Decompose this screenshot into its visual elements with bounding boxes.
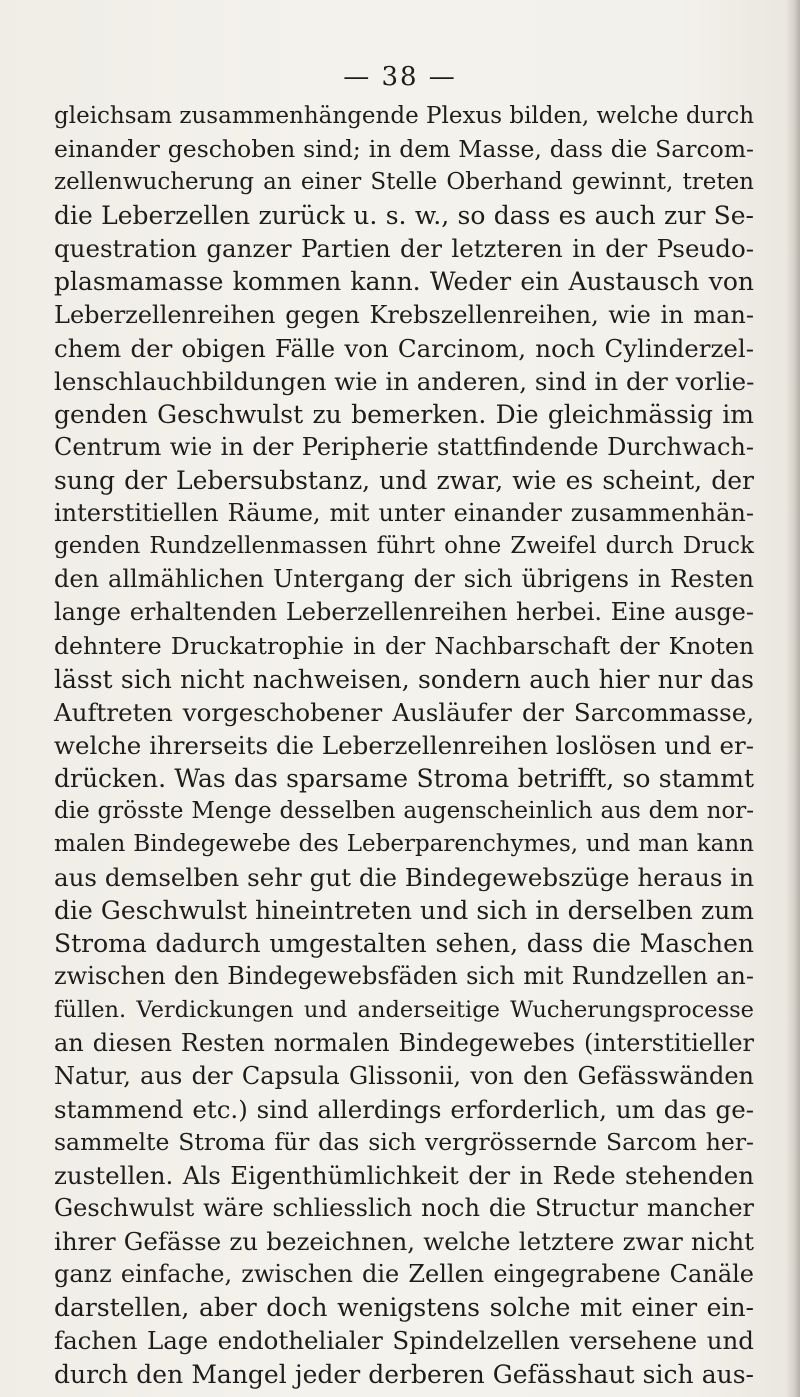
text-line: plasmamasse kommen kann. Weder ein Austausch von <box>54 267 754 297</box>
text-line: einander geschoben sind; in dem Masse, dass die Sarcom- <box>54 135 754 164</box>
text-line: lange erhaltenden Leberzellenreihen herbei. Eine ausge- <box>54 598 754 627</box>
text-line: lenschlauchbildungen wie in anderen, sind in der vorlie- <box>54 366 755 396</box>
text-line: fachen Lage endothelialer Spindelzellen versehene und <box>54 1326 754 1356</box>
text-line: die grösste Menge desselben augenscheinlich aus dem nor- <box>54 797 754 824</box>
text-line: Stroma dadurch umgestalten sehen, dass die Maschen <box>54 929 754 959</box>
text-line: genden Geschwulst zu bemerken. Die gleichmässig im <box>54 399 754 429</box>
text-line: die Geschwulst hineintreten und sich in derselben zum <box>54 896 754 926</box>
text-line: welche ihrerseits die Leberzellenreihen loslösen und er- <box>54 730 754 760</box>
text-line: sung der Lebersubstanz, und zwar, wie es scheint, der <box>54 466 754 496</box>
text-line: die Leberzellen zurück u. s. w., so dass es auch zur Se- <box>54 201 754 231</box>
text-line: genden Rundzellenmassen führt ohne Zweifel durch Druck <box>54 533 754 560</box>
text-line: Natur, aus der Capsula Glissonii, von den Gefässwänden <box>54 1061 754 1090</box>
text-line: sammelte Stroma für das sich vergrössernde Sarcom her- <box>54 1127 754 1156</box>
text-line: Geschwulst wäre schliesslich noch die Structur mancher <box>54 1194 754 1223</box>
text-line: an diesen Resten normalen Bindegewebes (interstitieller <box>54 1028 754 1057</box>
text-line: den allmählichen Untergang der sich übrigens in Resten <box>54 565 754 594</box>
text-line: dehntere Druckatrophie in der Nachbarschaft der Knoten <box>54 631 754 660</box>
text-line: stammend etc.) sind allerdings erforderlich, um das ge- <box>54 1094 754 1124</box>
text-line: zustellen. Als Eigenthümlichkeit der in Rede stehenden <box>54 1161 754 1190</box>
text-line: ganz einfache, zwischen die Zellen eingegrabene Canäle <box>54 1260 754 1289</box>
text-line: aus demselben sehr gut die Bindegewebszüge heraus in <box>54 863 754 893</box>
text-line: Leberzellenreihen gegen Krebszellenreihen, wie in man- <box>54 300 754 329</box>
text-line: malen Bindegewebe des Leberparenchymes, und man kann <box>54 831 754 858</box>
text-line: chem der obigen Fälle von Carcinom, noch Cylinderzel- <box>54 333 754 363</box>
text-line: Auftreten vorgeschobener Ausläufer der Sarcommasse, <box>54 697 754 727</box>
text-line: zwischen den Bindegewebsfäden sich mit Rundzellen an- <box>54 962 754 991</box>
text-line: darstellen, aber doch wenigstens solche mit einer ein- <box>54 1293 754 1323</box>
page-edge-shadow <box>786 0 800 1397</box>
page-number: — 38 — <box>343 62 457 92</box>
text-line: drücken. Was das sparsame Stroma betrifft, so stammt <box>54 763 754 793</box>
text-line: lässt sich nicht nachweisen, sondern auch hier nur das <box>54 664 754 694</box>
text-line: durch den Mangel jeder derberen Gefässhaut sich aus- <box>54 1359 754 1389</box>
text-line: questration ganzer Partien der letzteren in der Pseudo- <box>54 234 754 264</box>
text-line: gleichsam zusammenhängende Plexus bilden, welche durch <box>54 103 755 129</box>
text-line: zellenwucherung an einer Stelle Oberhand gewinnt, treten <box>54 169 754 196</box>
text-line: ihrer Gefässe zu bezeichnen, welche letztere zwar nicht <box>54 1227 754 1257</box>
text-line: füllen. Verdickungen und anderseitige Wucherungsprocesse <box>54 996 754 1023</box>
text-line: Centrum wie in der Peripherie stattfindende Durchwach- <box>54 432 754 461</box>
text-line: interstitiellen Räume, mit unter einander zusammenhän- <box>54 499 754 528</box>
body-text <box>54 100 754 1391</box>
